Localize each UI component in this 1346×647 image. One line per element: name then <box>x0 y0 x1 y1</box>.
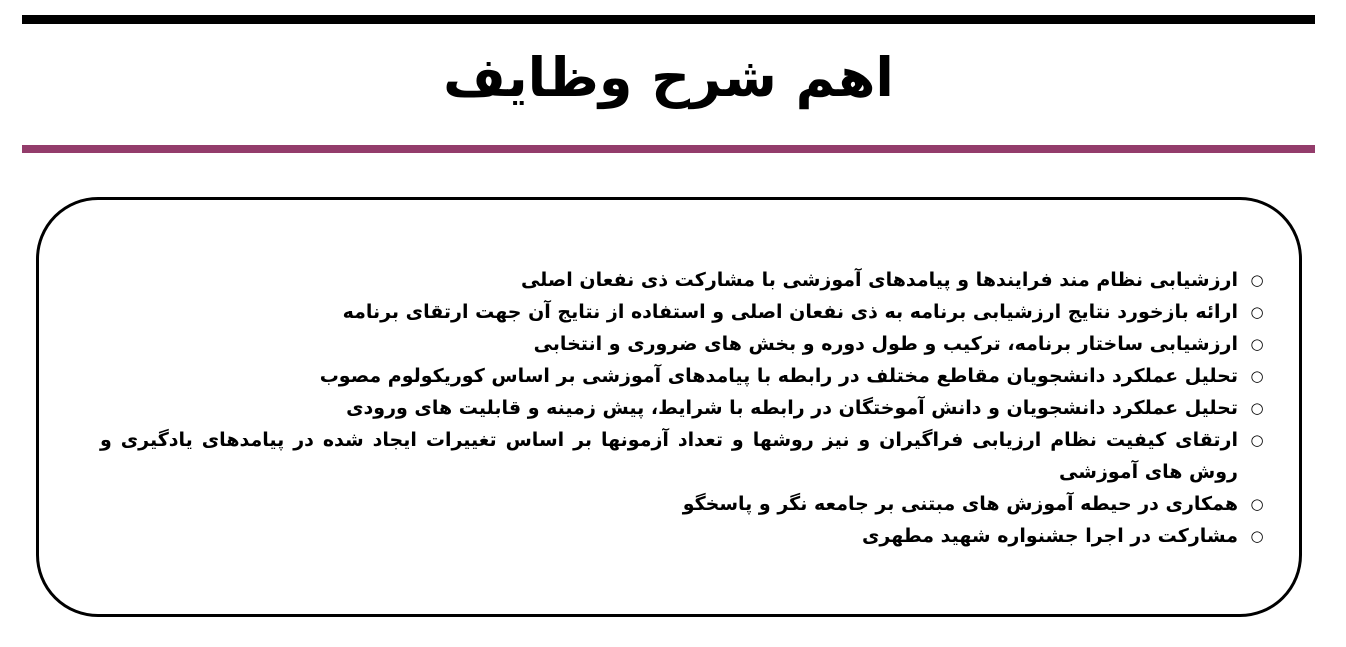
circle-bullet-icon: ○ <box>1250 431 1264 449</box>
duty-item <box>100 296 1274 328</box>
circle-bullet-icon: ○ <box>1250 367 1264 385</box>
duty-text: ارائه بازخورد نتایج ارزشیابی برنامه به ذی نفعان اصلی و استفاده از نتایج آن جهت ارتقای برنامه <box>342 301 1238 323</box>
duty-text: ارزشیابی نظام مند فرایندها و پیامدهای آموزشی با مشارکت ذی نفعان اصلی <box>520 269 1238 291</box>
duty-item <box>100 488 1274 520</box>
accent-divider <box>22 145 1315 153</box>
duty-text: تحلیل عملکرد دانشجویان مقاطع مختلف در رابطه با پیامدهای آموزشی بر اساس کوریکولوم مصوب <box>319 365 1238 387</box>
duty-item <box>100 328 1274 360</box>
duty-item <box>100 520 1274 552</box>
duty-text: مشارکت در اجرا جشنواره شهید مطهری <box>861 525 1238 547</box>
duty-item <box>100 264 1274 296</box>
duty-item <box>100 360 1274 392</box>
duty-text: ارتقای کیفیت نظام ارزیابی فراگیران و نیز روشها و تعداد آزمونها بر اساس تغییرات ایجاد شده در پیامدهای یادگیری و روش های آموزشی <box>100 429 1238 483</box>
duty-text: همکاری در حیطه آموزش های مبتنی بر جامعه نگر و پاسخگو <box>682 493 1238 515</box>
circle-bullet-icon: ○ <box>1250 527 1264 545</box>
duty-item <box>100 424 1274 488</box>
duty-item <box>100 392 1274 424</box>
circle-bullet-icon: ○ <box>1250 399 1264 417</box>
circle-bullet-icon: ○ <box>1250 495 1264 513</box>
duty-text: ارزشیابی ساختار برنامه، ترکیب و طول دوره و بخش های ضروری و انتخابی <box>533 333 1238 355</box>
top-divider <box>22 15 1315 24</box>
duties-list <box>100 264 1274 552</box>
duty-text: تحلیل عملکرد دانشجویان و دانش آموختگان در رابطه با شرایط، پیش زمینه و قابلیت های ورودی <box>346 397 1238 419</box>
circle-bullet-icon: ○ <box>1250 335 1264 353</box>
page-title: اهم شرح وظایف <box>443 46 894 109</box>
circle-bullet-icon: ○ <box>1250 303 1264 321</box>
circle-bullet-icon: ○ <box>1250 271 1264 289</box>
